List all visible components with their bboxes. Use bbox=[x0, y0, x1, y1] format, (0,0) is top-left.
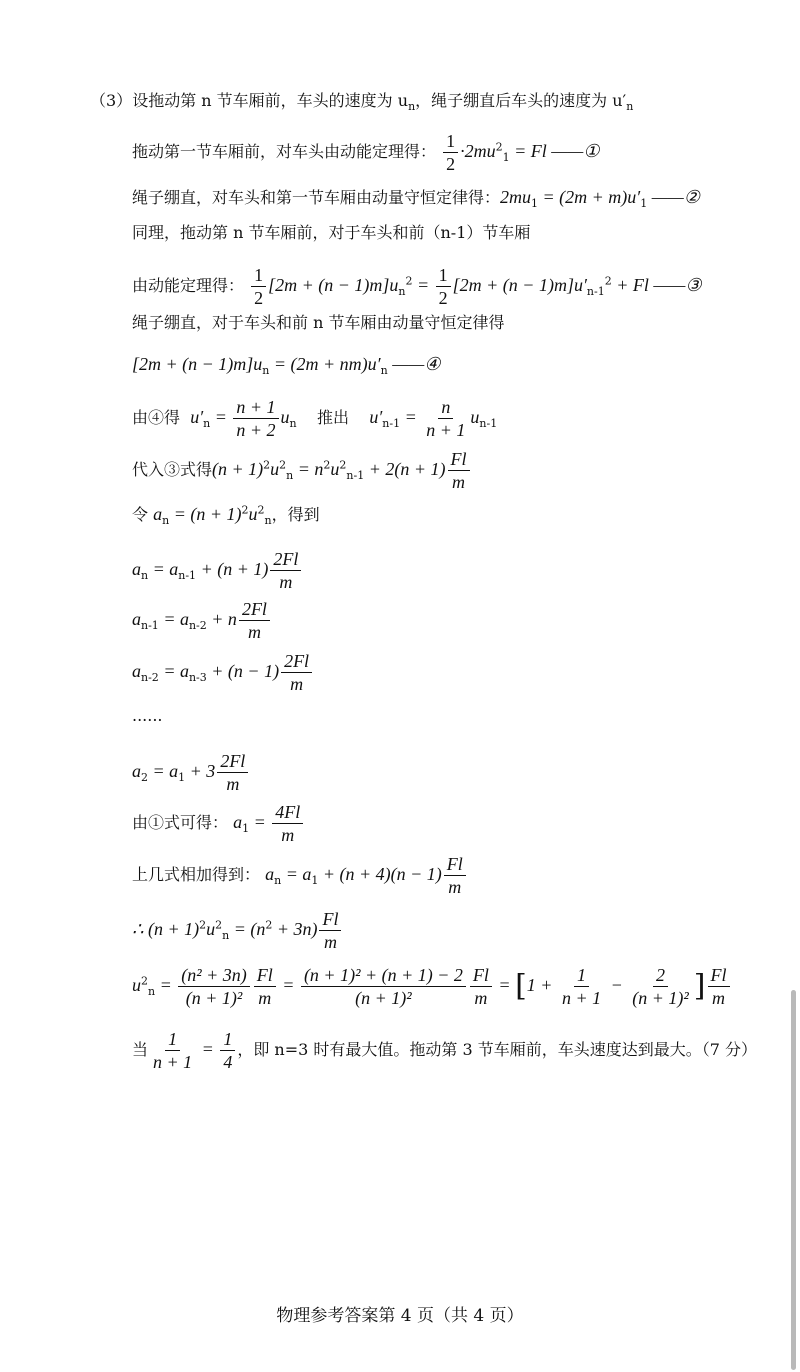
equation-3: 由动能定理得： $\frac{1}{2}$ $[2m + (n - 1)m]u_n^2$ = $\frac{1}{2}$ $[2m + (n - 1)m]u'_{n-1}^2 + Fl$ ——③ bbox=[132, 265, 702, 308]
text-line: 同理，拖动第 n 节车厢前，对于车头和前（n-1）节车厢 bbox=[132, 223, 531, 242]
part-label: （3） bbox=[90, 91, 133, 110]
fraction: $\frac{1}{n + 1}$ bbox=[561, 965, 602, 1008]
fraction: $\frac{\text{(n² + 3n)}}{\text{(n + 1)²}}$ bbox=[178, 966, 250, 1007]
fraction: $\frac{Fl}{m}$ bbox=[319, 910, 341, 951]
fraction: $\frac{n}{n + 1}$ bbox=[426, 397, 466, 440]
equation-4: $[2m + (n - 1)m]u_n = (2m + nm)u'_n$ ——④ bbox=[132, 354, 441, 378]
fraction: $\frac{1}{4}$ bbox=[220, 1030, 235, 1071]
let-an: 令 $a_n = (n + 1)^2u^2_n$，得到 bbox=[132, 503, 320, 528]
scrollbar[interactable] bbox=[791, 990, 796, 1370]
fraction: $\frac{Fl}{m}$ bbox=[254, 966, 276, 1007]
sum-result: 上几式相加得到： $a_n = a_1 + (n + 4)(n - 1)$ $\frac{Fl}{m}$ bbox=[132, 855, 468, 896]
conclusion: 当 $\frac{1}{n + 1}$ = $\frac{1}{4}$ ，即 n=3 时有最大值。拖动第 3 节车厢前，车头速度达到最大。（7 分） bbox=[132, 1029, 758, 1072]
fraction: $\frac{1}{n + 1}$ bbox=[153, 1029, 193, 1072]
ellipsis: ...... bbox=[132, 706, 163, 725]
u-squared-expression: $u^2_n$ = $\frac{\text{(n² + 3n)}}{\text{(n + 1)²}}$ $\frac{Fl}{m}$ = $\frac{\text{(n + 1)² + (n + 1) − 2}}{\text{(n + 1)²}}$ $\frac{Fl}{m}$ = [1 + $\frac{1}{n + 1}$ − $\frac{2}{\text{(n + 1)²}}$ ] $\frac{Fl}{m}$ bbox=[132, 966, 732, 1007]
equation-1: 拖动第一节车厢前，对车头由动能定理得： $\frac{1}{2}$ $\cdot 2mu^2_1 = Fl$ ——① bbox=[132, 131, 600, 174]
recurrence-a2: $a_2 = a_1 + 3$ $\frac{2Fl}{m}$ bbox=[132, 752, 250, 793]
fraction: $\frac{2Fl}{m}$ bbox=[217, 752, 248, 793]
fraction: $\frac{n + 1}{n + 2}$ bbox=[233, 398, 278, 439]
a1-value: 由①式可得： $a_1$ = $\frac{4Fl}{m}$ bbox=[132, 803, 305, 844]
therefore-line: ∴ $(n + 1)^2u^2_n = (n^2 + 3n)$ $\frac{Fl}{m}$ bbox=[132, 910, 343, 951]
fraction: $\frac{2Fl}{m}$ bbox=[270, 550, 301, 591]
fraction: $\frac{\text{(n + 1)² + (n + 1) − 2}}{\text{(n + 1)²}}$ bbox=[301, 966, 466, 1007]
fraction: $\frac{4Fl}{m}$ bbox=[272, 803, 303, 844]
fraction: $\frac{2Fl}{m}$ bbox=[281, 652, 312, 693]
part-3-intro: （3）设拖动第 n 节车厢前，车头的速度为 $u_n$，绳子绷直后车头的速度为 $u'_n$ bbox=[90, 91, 634, 114]
derivation-from-4: 由④得 $u'_n$ = $\frac{n + 1}{n + 2}$ $u_n$ 推出 $u'_{n-1}$ = $\frac{n}{n + 1}$ $u_{n-1}$ bbox=[132, 397, 498, 440]
page-footer: 物理参考答案第 4 页（共 4 页） bbox=[276, 1306, 524, 1326]
fraction: $\frac{1}{2}$ bbox=[436, 266, 451, 307]
fraction: $\frac{Fl}{m}$ bbox=[470, 966, 492, 1007]
fraction: $\frac{2}{\text{(n + 1)²}}$ bbox=[632, 965, 689, 1008]
substitute-3: 代入③式得$(n + 1)^2u^2_n = n^2u^2_{n-1} + 2(n + 1)$ $\frac{Fl}{m}$ bbox=[132, 450, 472, 491]
recurrence-an: $a_n = a_{n-1} + (n + 1)$ $\frac{2Fl}{m}$ bbox=[132, 550, 303, 591]
fraction: $\frac{Fl}{m}$ bbox=[448, 450, 470, 491]
fraction: $\frac{1}{2}$ bbox=[443, 132, 458, 173]
text-line: 绳子绷直，对于车头和前 n 节车厢由动量守恒定律得 bbox=[132, 313, 505, 332]
equation-2: 绳子绷直，对车头和第一节车厢由动量守恒定律得：$2mu_1 = (2m + m)u'_1$ ——② bbox=[132, 187, 700, 211]
recurrence-an-2: $a_{n-2} = a_{n-3} + (n - 1)$ $\frac{2Fl}{m}$ bbox=[132, 652, 314, 693]
fraction: $\frac{Fl}{m}$ bbox=[708, 966, 730, 1007]
fraction: $\frac{Fl}{m}$ bbox=[444, 855, 466, 896]
fraction: $\frac{2Fl}{m}$ bbox=[239, 600, 270, 641]
fraction: $\frac{1}{2}$ bbox=[251, 266, 266, 307]
recurrence-an-1: $a_{n-1} = a_{n-2} + n$ $\frac{2Fl}{m}$ bbox=[132, 600, 272, 641]
